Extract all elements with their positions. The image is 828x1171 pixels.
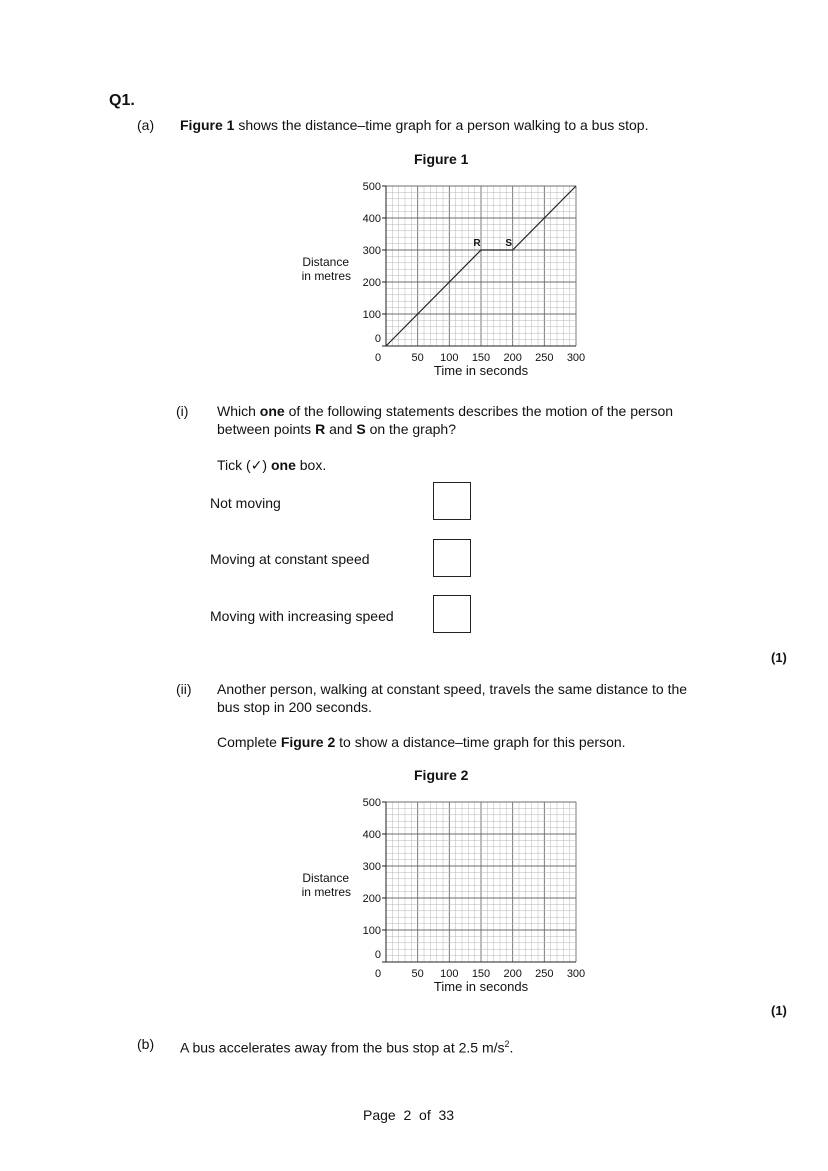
y-tick-label: 400 xyxy=(362,829,381,841)
figure2-title: Figure 2 xyxy=(414,767,469,783)
marks-part-i: (1) xyxy=(771,650,787,665)
option-label-not-moving: Not moving xyxy=(210,495,281,511)
x-tick-label: 200 xyxy=(503,352,522,364)
x-tick-label: 50 xyxy=(411,352,424,364)
part-ii-line2: bus stop in 200 seconds. xyxy=(217,699,372,715)
y-tick-label: 0 xyxy=(374,333,381,345)
part-ii-instruction: Complete Figure 2 to show a distance–time graph for this person. xyxy=(217,734,626,750)
part-a-label: (a) xyxy=(137,117,155,133)
tick-instruction: Tick (✓) one box. xyxy=(217,457,327,473)
x-tick-label: 300 xyxy=(566,968,586,980)
x-tick-label: 100 xyxy=(440,352,459,364)
tick-box-increasing-speed[interactable] xyxy=(433,595,471,633)
question-number: Q1. xyxy=(109,92,135,109)
y-tick-label: 100 xyxy=(362,309,381,321)
y-axis-label-line2: in metres xyxy=(301,269,351,283)
figure1-chart xyxy=(280,176,610,388)
y-tick-label: 200 xyxy=(362,893,381,905)
figure1-title: Figure 1 xyxy=(414,151,469,167)
x-tick-label: 50 xyxy=(411,968,424,980)
y-tick-label: 500 xyxy=(362,181,381,193)
x-tick-label: 0 xyxy=(374,352,382,364)
part-i-question-line2: between points R and S on the graph? xyxy=(217,421,456,437)
marks-part-ii: (1) xyxy=(771,1003,787,1018)
figure2-chart[interactable] xyxy=(280,792,610,1004)
y-tick-label: 100 xyxy=(362,925,381,937)
part-ii-label: (ii) xyxy=(176,681,192,697)
x-axis-label: Time in seconds xyxy=(433,363,529,378)
x-tick-label: 0 xyxy=(374,968,382,980)
x-axis-label: Time in seconds xyxy=(433,979,529,994)
part-i-question-line1: Which one of the following statements describes the motion of the person xyxy=(217,403,674,419)
y-tick-label: 400 xyxy=(362,213,381,225)
y-tick-label: 0 xyxy=(374,949,381,961)
y-axis-label-line1: Distance xyxy=(302,255,349,269)
part-a-intro-text: shows the distance–time graph for a person walking to a bus stop. xyxy=(234,117,649,133)
point-label-r: R xyxy=(473,238,481,249)
y-tick-label: 200 xyxy=(362,277,381,289)
x-tick-label: 250 xyxy=(535,968,554,980)
x-tick-label: 150 xyxy=(471,968,491,980)
page-number: Page 2 of 33 xyxy=(363,1107,455,1123)
part-ii-line1: Another person, walking at constant speed, travels the same distance to the xyxy=(217,681,688,697)
tick-box-constant-speed[interactable] xyxy=(433,539,471,577)
option-label-constant-speed: Moving at constant speed xyxy=(210,551,370,567)
x-tick-label: 200 xyxy=(503,968,522,980)
x-tick-label: 100 xyxy=(440,968,459,980)
x-tick-label: 250 xyxy=(535,352,554,364)
part-i-label: (i) xyxy=(176,403,189,419)
part-b-text: A bus accelerates away from the bus stop at 2.5 $m/s^2$. xyxy=(180,1039,514,1056)
x-tick-label: 150 xyxy=(471,352,491,364)
x-tick-label: 300 xyxy=(566,352,586,364)
option-label-increasing-speed: Moving with increasing speed xyxy=(210,608,394,624)
y-tick-label: 500 xyxy=(362,797,381,809)
y-tick-label: 300 xyxy=(362,245,381,257)
part-b-label: (b) xyxy=(137,1036,155,1052)
tick-box-not-moving[interactable] xyxy=(433,482,471,520)
point-label-s: S xyxy=(505,238,513,249)
y-axis-label-line1: Distance xyxy=(302,871,349,885)
figure-ref: Figure 1 xyxy=(180,117,235,133)
part-a-intro xyxy=(180,117,648,134)
y-axis-label-line2: in metres xyxy=(301,885,351,899)
y-tick-label: 300 xyxy=(362,861,381,873)
